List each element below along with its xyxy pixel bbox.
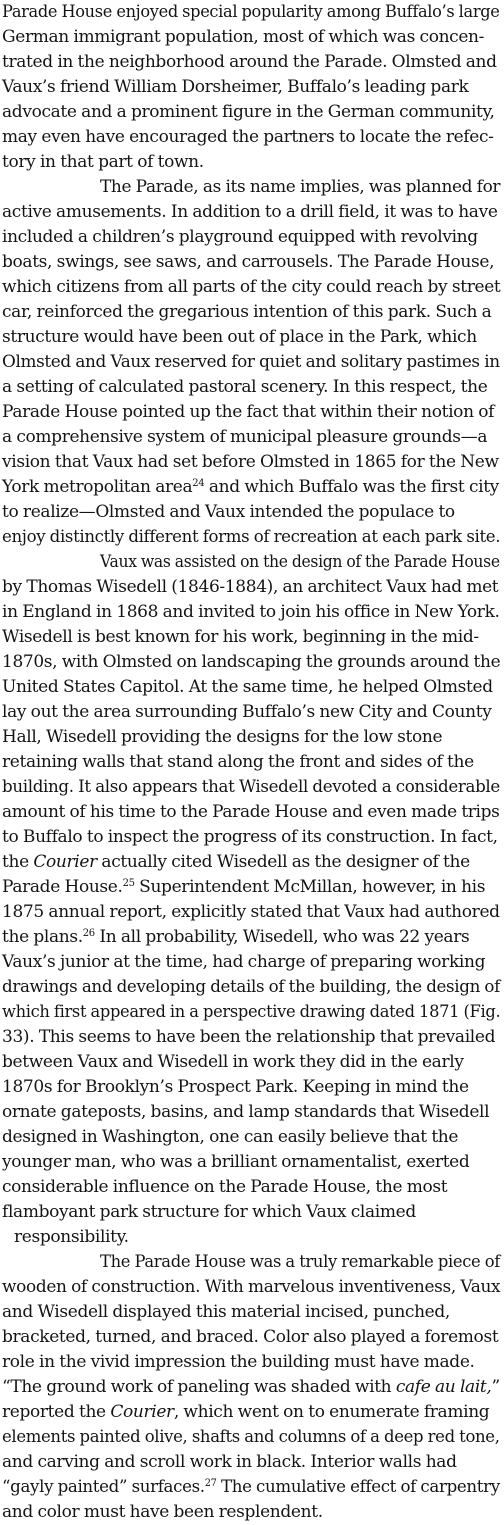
text-run: to Buffalo to inspect the progress of its construction. In fact, (2, 827, 498, 847)
text-run: by Thomas Wisedell (1846-1884), an architect Vaux had met (2, 577, 499, 597)
text-line (2, 1275, 500, 1300)
text-line (2, 150, 204, 175)
text-line (2, 1100, 489, 1125)
text-line (2, 350, 500, 375)
text-run: Hall, Wisedell providing the designs for the low stone (2, 727, 443, 747)
text-run: amount of his time to the Parade House and even made trips (2, 802, 500, 822)
text-run: the plans. (2, 927, 83, 947)
text-line (2, 900, 500, 925)
text-run: and Wisedell displayed this material incised, punched, (2, 1302, 450, 1322)
text-line (2, 1325, 498, 1350)
text-run: York metropolitan area (2, 477, 193, 497)
text-run: designed in Washington, one can easily believe that the (2, 1127, 459, 1147)
footnote-ref: 24 (192, 478, 205, 489)
text-run: retaining walls that stand along the front and sides of the (2, 752, 474, 772)
text-line (100, 550, 500, 575)
text-line (2, 750, 474, 775)
text-run: structure would have been out of place in the Park, which (2, 327, 477, 347)
text-line (2, 100, 495, 125)
text-line (2, 1125, 458, 1150)
text-line (2, 1450, 457, 1475)
text-run: advocate and a prominent figure in the German community, (2, 102, 495, 122)
text-line (2, 250, 494, 275)
footnote-ref: 26 (82, 928, 95, 939)
text-line (2, 1175, 447, 1200)
text-run: flamboyant park structure for which Vaux claimed (2, 1202, 416, 1222)
text-run: which first appeared in a perspective drawing dated 1871 (Fig. (2, 1002, 501, 1022)
italic-text: Courier (33, 852, 97, 872)
text-line (2, 0, 500, 25)
text-line (2, 1200, 416, 1225)
text-line (2, 375, 487, 400)
text-line (2, 400, 494, 425)
text-line (2, 50, 497, 75)
text-line (2, 975, 500, 1000)
text-run: included a children’s playground equipped with revolving (2, 227, 478, 247)
text-run: may even have encouraged the partners to locate the refec- (2, 127, 494, 147)
text-line (2, 825, 498, 850)
text-run: Vaux was assisted on the design of the Parade House (100, 552, 500, 572)
text-run: lay out the area surrounding Buffalo’s new City and County (2, 702, 492, 722)
text-run: ornate gateposts, basins, and lamp standards that Wisedell (2, 1102, 490, 1122)
text-run: considerable influence on the Parade House, the most (2, 1177, 448, 1197)
text-run: 1870s, with Olmsted on landscaping the grounds around the (2, 652, 501, 672)
text-line (2, 200, 498, 225)
text-line (2, 625, 479, 650)
text-line (2, 650, 500, 675)
text-run: Parade House enjoyed special popularity among Buffalo’s large (2, 2, 500, 22)
text-run: car, reinforced the gregarious intention of this park. Such a (2, 302, 492, 322)
text-line (2, 475, 499, 500)
text-run: “The ground work of paneling was shaded with (2, 1377, 396, 1397)
text-run: a comprehensive system of municipal pleasure grounds—a (2, 427, 488, 447)
text-run: wooden of construction. With marvelous inventiveness, Vaux (2, 1277, 501, 1297)
text-run: role in the vivid impression the building must have made. (2, 1352, 475, 1372)
text-run: The Parade, as its name implies, was planned for (100, 177, 501, 197)
italic-text: cafe au lait, (395, 1377, 492, 1397)
text-run: vision that Vaux had set before Olmsted in 1865 for the New (2, 452, 499, 472)
text-line (2, 675, 493, 700)
text-run: active amusements. In addition to a drill field, it was to have (2, 202, 498, 222)
text-line (2, 1375, 500, 1400)
text-line (2, 450, 499, 475)
text-line (2, 1350, 475, 1375)
text-line (2, 1475, 500, 1500)
text-line (2, 25, 484, 50)
text-line (2, 800, 500, 825)
text-run: in England in 1868 and invited to join his office in New York. (2, 602, 500, 622)
text-line (2, 425, 487, 450)
text-line (2, 325, 477, 350)
text-run: , which went on to enumerate framing (173, 1402, 490, 1422)
text-run: Vaux’s friend William Dorsheimer, Buffalo’s leading park (2, 77, 469, 97)
text-run: and carving and scroll work in black. Interior walls had (2, 1452, 457, 1472)
text-run: In all probability, Wisedell, who was 22 years (94, 927, 470, 947)
text-run: 33). This seems to have been the relationship that prevailed (2, 1027, 496, 1047)
text-run: Vaux’s junior at the time, had charge of preparing working (2, 952, 486, 972)
text-run: and color must have been resplendent. (2, 1502, 323, 1522)
text-run: 1875 annual report, explicitly stated that Vaux had authored (2, 902, 500, 922)
text-line (2, 1150, 469, 1175)
text-run: bracketed, turned, and braced. Color also played a foremost (2, 1327, 499, 1347)
text-run: actually cited Wisedell as the designer of the (96, 852, 470, 872)
text-run: The cumulative effect of carpentry (216, 1477, 500, 1497)
text-run: a setting of calculated pastoral scenery. In this respect, the (2, 377, 488, 397)
text-line (100, 175, 500, 200)
text-run: the (2, 852, 34, 872)
text-line (2, 1000, 500, 1025)
text-run: ” (491, 1377, 500, 1397)
text-line (2, 75, 468, 100)
text-line (100, 1250, 500, 1275)
footnote-ref: 27 (204, 1478, 217, 1489)
text-run: Parade House pointed up the fact that within their notion of (2, 402, 495, 422)
text-line (2, 1075, 469, 1100)
text-line (2, 1500, 323, 1525)
text-line (2, 300, 491, 325)
text-line (2, 925, 469, 950)
italic-text: Courier (110, 1402, 174, 1422)
text-run: and which Buffalo was the first city (204, 477, 499, 497)
text-line (2, 225, 478, 250)
text-run: Superintendent McMillan, however, in his (134, 877, 486, 897)
text-line (2, 775, 500, 800)
text-run: enjoy distinctly different forms of recreation at each park site. (2, 527, 501, 547)
text-run: reported the (2, 1402, 111, 1422)
text-run: The Parade House was a truly remarkable piece of (100, 1252, 500, 1272)
text-run: United States Capitol. At the same time, he helped Olmsted (2, 677, 493, 697)
text-run: responsibility. (14, 1227, 129, 1247)
text-run: boats, swings, see saws, and carrousels. The Parade House, (2, 252, 495, 272)
text-run: “gayly painted” surfaces. (2, 1477, 205, 1497)
text-run: to realize—Olmsted and Vaux intended the populace to (2, 502, 455, 522)
text-run: Parade House. (2, 877, 123, 897)
text-line (2, 950, 485, 975)
text-line (2, 1300, 450, 1325)
text-line (2, 525, 500, 550)
text-line (2, 850, 470, 875)
text-line (2, 1050, 464, 1075)
text-run: elements painted olive, shafts and columns of a deep red tone, (2, 1427, 500, 1447)
text-run: 1870s for Brooklyn’s Prospect Park. Keeping in mind the (2, 1077, 469, 1097)
text-run: building. It also appears that Wisedell devoted a considerable (2, 777, 500, 797)
text-line (2, 1425, 500, 1450)
text-run: which citizens from all parts of the city could reach by street (2, 277, 501, 297)
text-line (2, 1400, 489, 1425)
text-run: younger man, who was a brilliant ornamentalist, exerted (2, 1152, 470, 1172)
text-line (2, 575, 498, 600)
text-line (2, 725, 442, 750)
text-line (14, 1225, 129, 1250)
text-run: German immigrant population, most of which was concen- (2, 27, 485, 47)
text-run: between Vaux and Wisedell in work they did in the early (2, 1052, 464, 1072)
text-run: drawings and developing details of the building, the design of (2, 977, 500, 997)
text-line (2, 700, 491, 725)
text-run: Wisedell is best known for his work, beginning in the mid- (2, 627, 479, 647)
text-line (2, 1025, 495, 1050)
text-line (2, 125, 494, 150)
text-line (2, 275, 500, 300)
footnote-ref: 25 (122, 878, 135, 889)
text-run: tory in that part of town. (2, 152, 204, 172)
text-line (2, 875, 485, 900)
text-run: Olmsted and Vaux reserved for quiet and solitary pastimes in (2, 352, 500, 372)
text-line (2, 600, 500, 625)
text-line (2, 500, 455, 525)
text-run: trated in the neighborhood around the Parade. Olmsted and (2, 52, 497, 72)
